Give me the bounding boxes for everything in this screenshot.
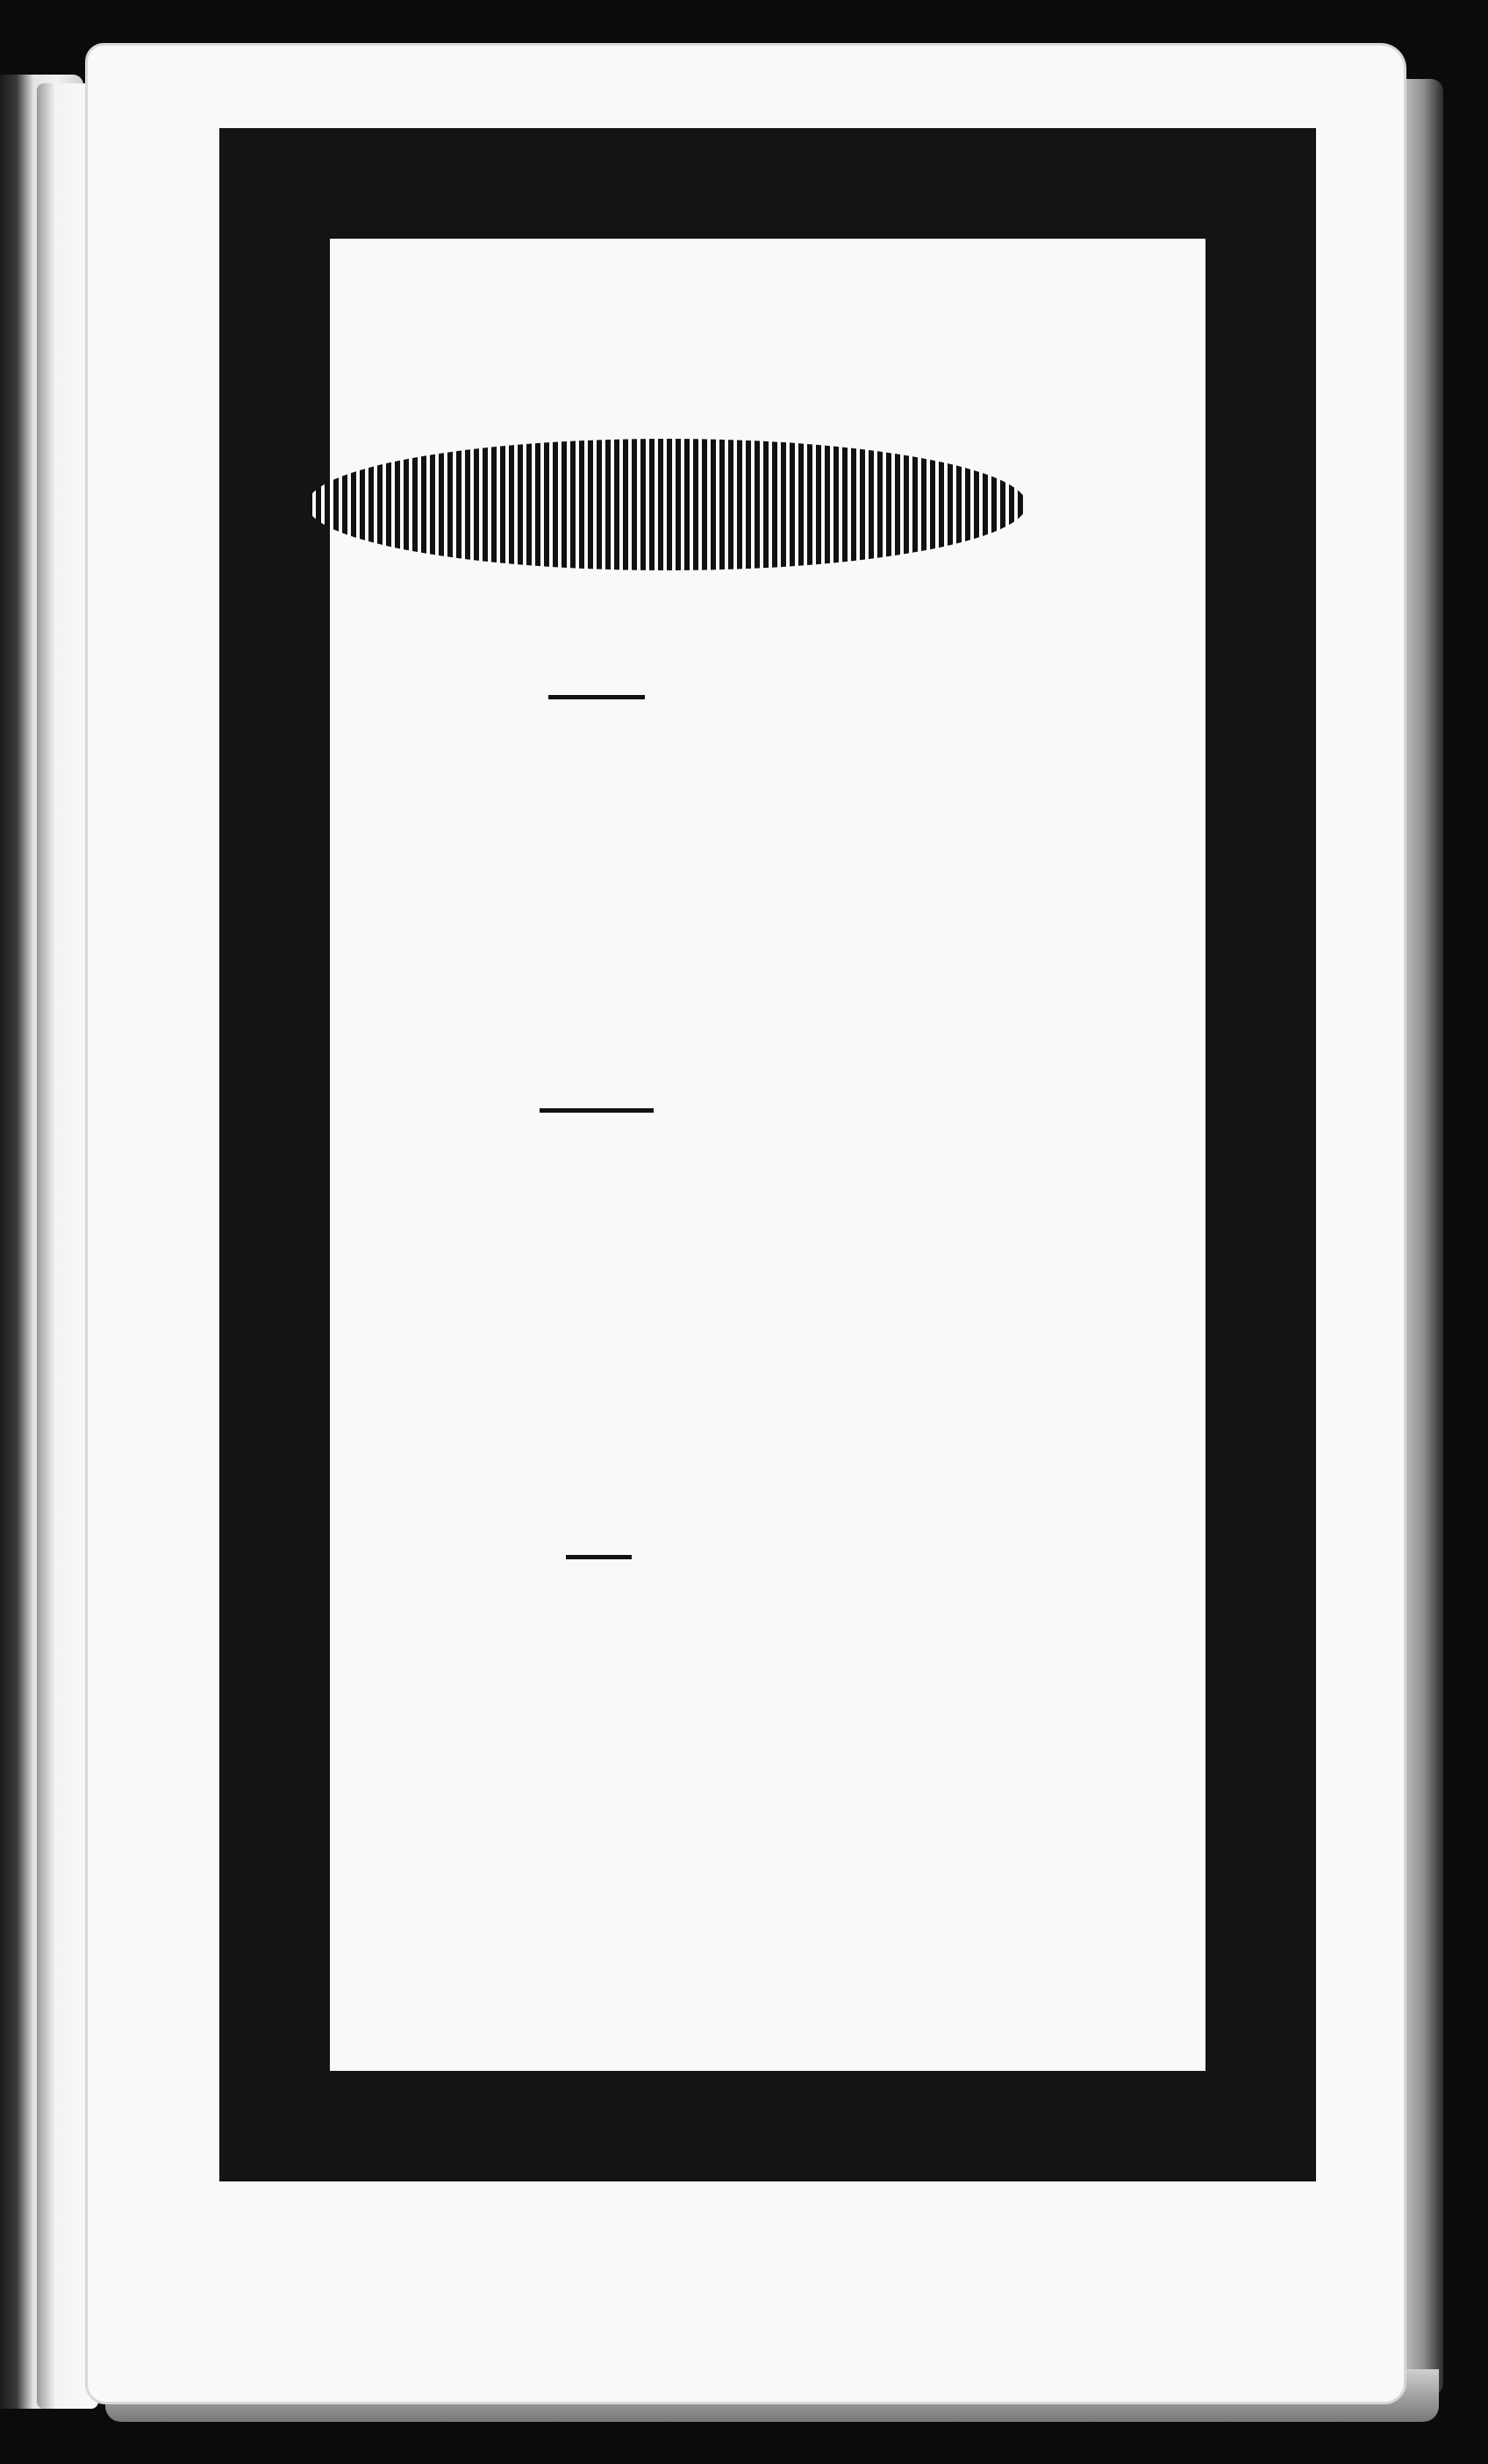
left-page-digit-column <box>0 1634 18 2090</box>
left-digit <box>0 1950 18 1985</box>
left-digit <box>0 1844 18 1880</box>
left-digit <box>0 1809 18 1844</box>
left-digit <box>0 1985 18 2020</box>
advertisement-text <box>97 228 1098 1925</box>
printer-banner-ornament <box>307 439 1027 570</box>
left-digit <box>0 2020 18 2055</box>
left-digit <box>0 1915 18 1950</box>
address-line <box>215 592 1092 641</box>
divider <box>548 695 645 699</box>
border-bottom-ornament <box>219 2071 1316 2181</box>
left-digit <box>0 1880 18 1915</box>
left-digit <box>0 1774 18 1809</box>
divider <box>566 1555 632 1559</box>
border-top-ornament <box>219 128 1316 239</box>
border-right-ornament <box>1205 128 1316 2181</box>
left-digit <box>0 2055 18 2090</box>
left-digit <box>0 1634 18 1669</box>
left-digit <box>0 1739 18 1774</box>
left-digit <box>0 1669 18 1704</box>
divider <box>540 1108 654 1113</box>
left-digit <box>0 1704 18 1739</box>
